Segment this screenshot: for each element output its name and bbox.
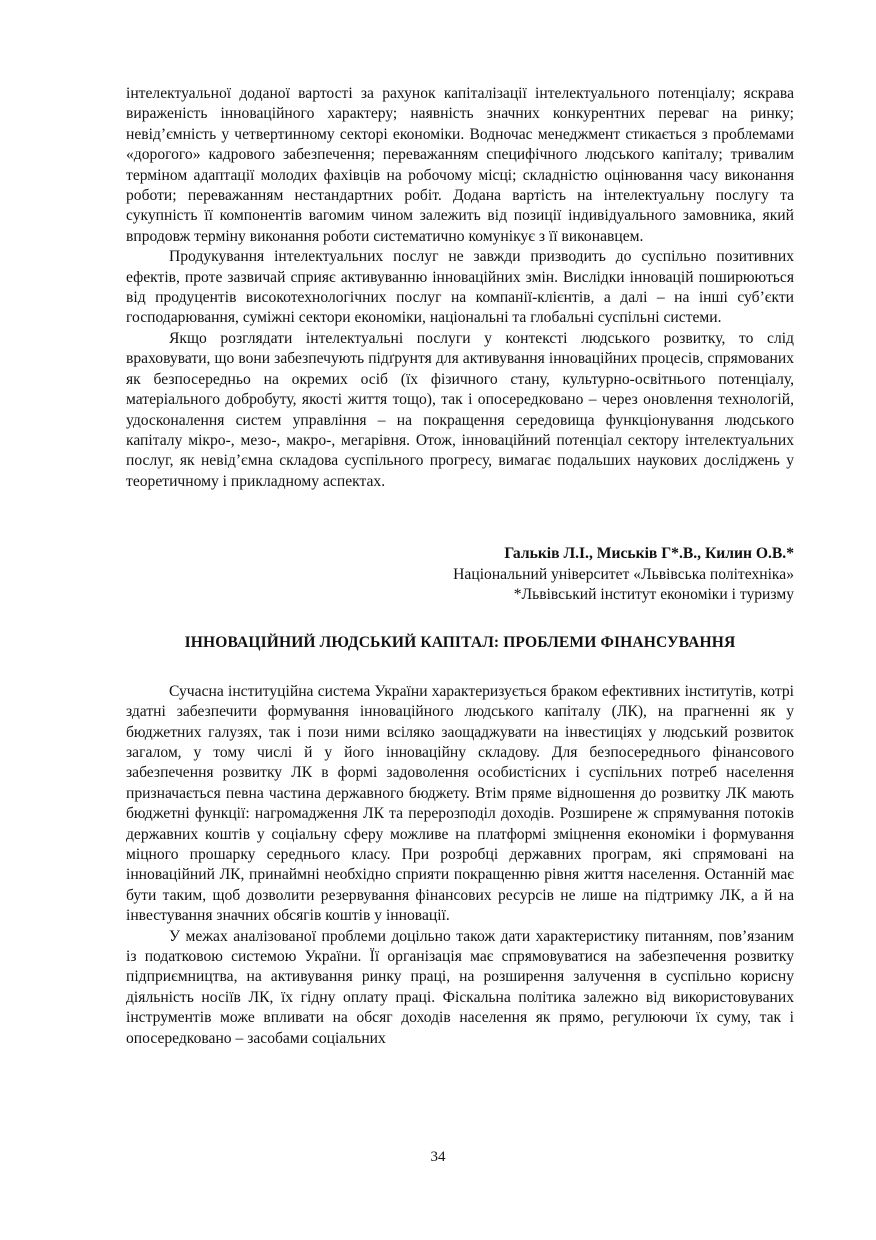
document-page (126, 84, 794, 1049)
authors: Гальків Л.І., Миськів Г*.В., Килин О.В.* (504, 545, 794, 563)
affiliation-2: *Львівський інститут економіки і туризму (513, 585, 794, 603)
intro-paragraph-2: Продукування інтелектуальних послуг не завжди призводить до суспільно позитивних ефектів, проте зазвичай сприяє активуванню інноваційних змін. Вислідки інновацій поширюються від продуцентів високотехнологічних послуг на компанії-клієнтів, а далі – на інші суб’єкти господарювання, суміжні сектори економіки, національні та глобальні суспільні системи. (126, 248, 794, 327)
body-paragraph-2: У межах аналізованої проблеми доцільно також дати характеристику питанням, пов’язаним із податковою системою України. Її організація має спрямовуватися на забезпечення розвитку підприємництва, на активування ринку праці, на розширення залучення в суспільно корисну діяльність носіїв ЛК, їх гідну оплату праці. Фіскальна політика залежно від використовуваних інструментів може впливати на обсяг доходів населення як прямо, регулюючи їх суму, так і опосередковано – засобами соціальних (126, 927, 794, 1047)
authors-block (126, 544, 794, 605)
body-paragraph-1: Сучасна інституційна система України характеризується браком ефективних інститутів, котрі здатні забезпечити формування інноваційного людського капіталу (ЛК), на прагненні як у бюджетних галузях, так і пози ними всіляко заощаджувати на інвестиціях у людський розвиток загалом, у тому числі й у його інноваційну складову. Для безпосереднього фінансового забезпечення розвитку ЛК в формі задоволення особистісних і суспільних потреб населення призначається певна частина державного бюджету. Втім пряме відношення до розвитку ЛК мають бюджетні функції: нагромадження ЛК та перерозподіл доходів. Розширене ж спрямування потоків державних коштів у соціальну сферу можливе на платформі зміцнення економіки і формування міцного прошарку середнього класу. При розробці державних програм, які спрямовані на інноваційний ЛК, принаймні необхідно сприяти покращенню рівня життя населення. Останній має бути таким, щоб дозволити резервування фінансових ресурсів не лише на підтримку ЛК, а й на інвестування значних обсягів коштів у інновації. (126, 682, 794, 925)
article-title: ІННОВАЦІЙНИЙ ЛЮДСЬКИЙ КАПІТАЛ: ПРОБЛЕМИ ФІНАНСУВАННЯ (184, 634, 736, 652)
intro-paragraph-3: Якщо розглядати інтелектуальні послуги у контексті людського розвитку, то слід враховувати, що вони забезпечують підґрунтя для активування інноваційних процесів, спрямованих як безпосередньо на окремих осіб (їх фізичного стану, культурно-освітнього потенціалу, матеріального добробуту, якості життя тощо), так і опосередковано – через оновлення технологій, удосконалення систем управління – на покращення середовища функціонування людського капіталу мікро-, мезо-, макро-, мегарівня. Отож, інноваційний потенціал сектору інтелектуальних послуг, як невід’ємна складова суспільного прогресу, вимагає подальших наукових досліджень у теоретичному і прикладному аспектах. (126, 329, 794, 490)
page-number: 34 (430, 1149, 446, 1165)
affiliation-1: Національний університет «Львівська політехніка» (453, 565, 794, 583)
intro-paragraph-1: інтелектуальної доданої вартості за рахунок капіталізації інтелектуального потенціалу; яскрава вираженість інноваційного характеру; наявність значних конкурентних переваг на ринку; невід’ємність у четвертинному секторі економіки. Водночас менеджмент стикається з проблемами «дорогого» кадрового забезпечення; переважанням специфічного людського капіталу; тривалим терміном адаптації молодих фахівців на робочому місці; складністю оцінювання часу виконання роботи; переважанням нестандартних робіт. Додана вартість на інтелектуальну послугу та сукупність її компонентів вагомим чином залежить від позиції індивідуального замовника, який впродовж терміну виконання роботи систематично комунікує з її виконавцем. (126, 85, 794, 245)
